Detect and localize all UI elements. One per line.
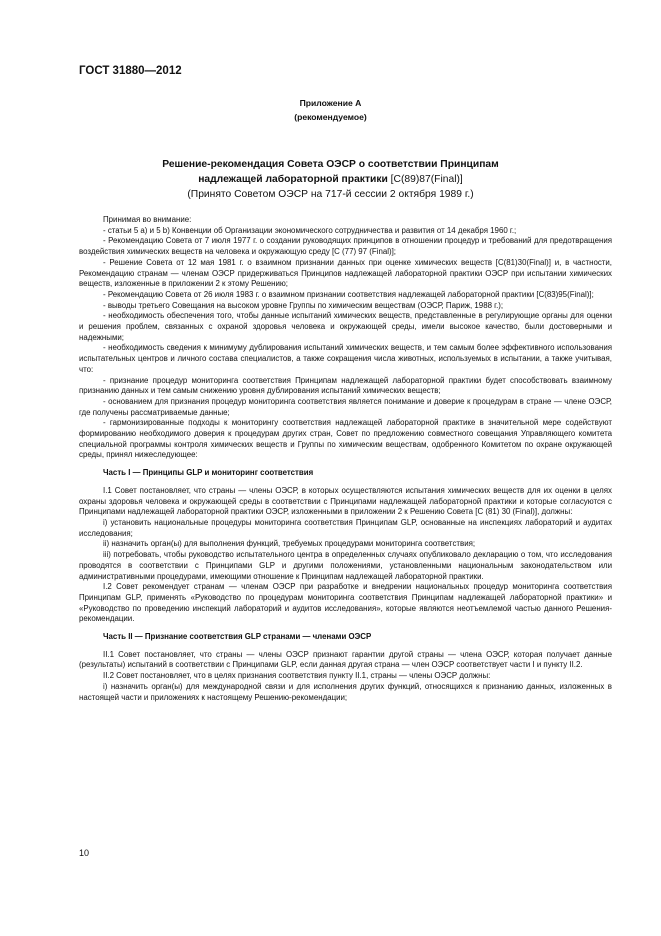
page-number: 10 [79, 848, 90, 858]
document-body [79, 215, 612, 703]
paragraph: Принимая во внимание: [103, 215, 192, 224]
paragraph: - признание процедур мониторинга соответствия Принципам надлежащей лабораторной практики будет способствовать взаимному признанию данных и тем самым снижению уровня дублирования испытаний химических веществ; [79, 375, 612, 396]
paragraph: - необходимость обеспечения того, чтобы данные испытаний химических веществ, представленные в регулирующие органы для оценки и решения проблем, связанных с охраной здоровья человека и окружающей среды, имели высокое качество, были достоверными и надежными; [79, 311, 612, 342]
paragraph: - выводы третьего Совещания на высоком уровне Группы по химическим веществам (ОЭСР, Париж, 1988 г.); [103, 300, 504, 310]
standard-code: ГОСТ 31880—2012 [79, 65, 182, 77]
document-title [0, 157, 661, 202]
paragraph: I.2 Совет рекомендует странам — членам ОЭСР при разработке и внедрении национальных процедур мониторинга соответствия Принципам GLP, применять «Руководство по процедурам мониторинга соответствия Принципам надлежащей лабораторной практики» и «Руководство по проведению инспекций лабораторий и аудитов исследования», которые являются неотъемлемой частью данного Решения-рекомендации. [79, 582, 612, 624]
paragraph: - гармонизированные подходы к мониторингу соответствия надлежащей лабораторной практике в значительной мере содействуют формированию необходимого доверия к процедурам других стран, Совет по предложению совместного совещания Управляющего комитета специальной программы контроля химических веществ и Группы по химическим веществам, одобренного Комитетом по охране окружающей среды, принял нижеследующее: [79, 418, 612, 460]
title-line-1: Решение-рекомендация Совета ОЭСР о соответствии Принципам [162, 159, 499, 170]
paragraph: - основанием для признания процедур мониторинга соответствия является понимание и доверие к процедурам в стране — члене ОЭСР, где получены рассматриваемые данные; [79, 396, 612, 417]
title-line-2 [0, 172, 661, 187]
paragraph: ii) назначить орган(ы) для выполнения функций, требуемых процедурами мониторинга соответствия; [103, 539, 476, 549]
paragraph: - статьи 5 а) и 5 b) Конвенции об Организации экономического сотрудничества и развития от 14 декабря 1960 г.; [103, 225, 517, 235]
paragraph: I.1 Совет постановляет, что страны — члены ОЭСР, в которых осуществляются испытания химических веществ для их оценки в целях охраны здоровья человека и окружающей среды в соответствии с Принципами надлежащей лабораторной практики и которые согласуются с Принципами надлежащей лабораторной практики ОЭСР, изложенными в приложении 2 к Решению Совета [C (81) 30 (Final)], должны: [79, 485, 612, 517]
annex-heading [0, 96, 661, 124]
paragraph: II.2 Совет постановляет, что в целях признания соответствия пункту II.1, страны — члены ОЭСР должны: [103, 671, 491, 681]
paragraph: - Решение Совета от 12 мая 1981 г. о взаимном признании данных при оценке химических веществ [C(81)30(Final)] и, в частности, Рекомендацию странам — членам ОЭСР придерживаться Принципов надлежащей лабораторной практики ОЭСР при испытании химических веществ, изложенные в приложении 2 к этому Решению; [79, 257, 612, 289]
paragraph: II.1 Совет постановляет, что страны — члены ОЭСР признают гарантии другой страны — члена ОЭСР, которая получает данные (результаты) испытаний в соответствии с Принципами GLP, если данная другая страна — член ОЭСР соответствует части I и пункту II.2. [79, 649, 612, 670]
paragraph: i) установить национальные процедуры мониторинга соответствия Принципам GLP, основанные на инспекциях лабораторий и аудитах исследования; [79, 517, 612, 538]
section-heading: Часть II — Признание соответствия GLP странами — членами ОЭСР [103, 632, 372, 642]
paragraph: i) назначить орган(ы) для международной связи и для исполнения других функций, относящихся к признанию данных, изложенных в настоящей части и приложениях к настоящему Решению-рекомендации; [79, 681, 612, 702]
title-reference: [C(89)87(Final)] [387, 174, 463, 185]
section-heading: Часть I — Принципы GLP и мониторинг соответствия [103, 468, 314, 478]
title-line-3: (Принято Советом ОЭСР на 717-й сессии 2 октября 1989 г.) [187, 189, 474, 200]
paragraph: - Рекомендацию Совета от 7 июля 1977 г. о создании руководящих принципов в отношении процедур и требований для предотвращения воздействия химических веществ на человека и окружающую среду [C (77) 97 (Final)]; [79, 236, 612, 257]
annex-label: Приложение А [299, 98, 362, 108]
annex-note: (рекомендуемое) [294, 112, 367, 122]
title-line-2-bold: надлежащей лабораторной практики [198, 174, 388, 185]
paragraph: iii) потребовать, чтобы руководство испытательного центра в определенных случаях опубликовало декларацию о том, что исследования проводятся в соответствии с Принципами GLP и другими положениями, установленными национальным законодательством или административными процедурами, имеющими отношение к Принципам надлежащей лабораторной практики. [79, 550, 612, 581]
paragraph: - Рекомендацию Совета от 26 июля 1983 г. о взаимном признании соответствия надлежащей лабораторной практики [C(83)95(Final)]; [103, 289, 594, 299]
paragraph: - необходимость сведения к минимуму дублирования испытаний химических веществ, и тем самым более эффективного использования испытательных центров и личного состава специалистов, а также сокращения числа животных, используемых в испытании, а также учитывая, что: [79, 343, 612, 374]
